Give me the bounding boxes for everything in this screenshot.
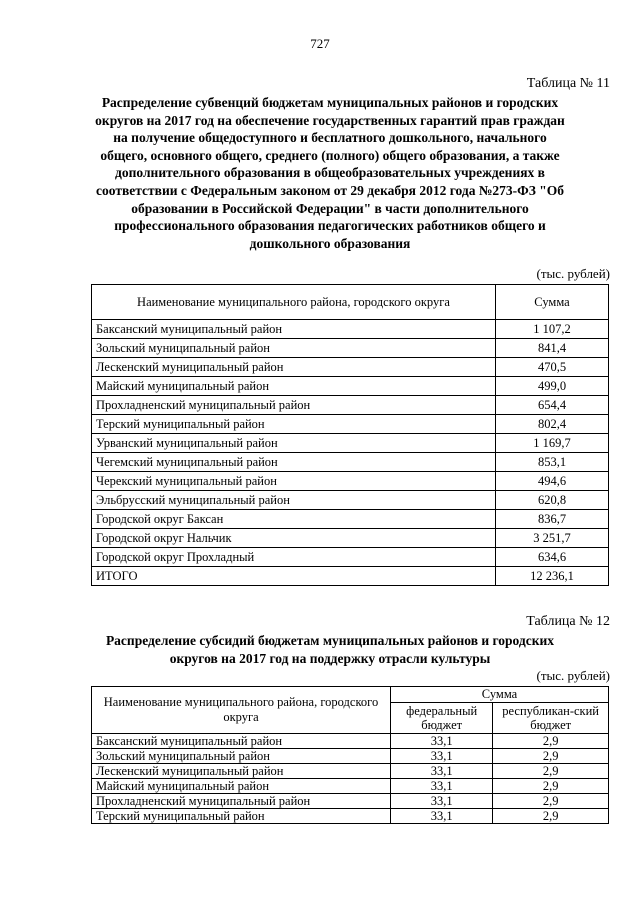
row-name: Зольский муниципальный район xyxy=(92,339,496,358)
row-federal-value: 33,1 xyxy=(391,809,493,824)
row-federal-value: 33,1 xyxy=(391,764,493,779)
table-11-header-sum: Сумма xyxy=(496,285,609,320)
row-value: 634,6 xyxy=(496,548,609,567)
row-name: Эльбрусский муниципальный район xyxy=(92,491,496,510)
table-12-caption: Таблица № 12 xyxy=(526,614,610,629)
row-name: Лескенский муниципальный район xyxy=(92,764,391,779)
row-value: 470,5 xyxy=(496,358,609,377)
table-row xyxy=(92,809,609,824)
row-value: 494,6 xyxy=(496,472,609,491)
table-11-units: (тыс. рублей) xyxy=(536,266,610,281)
row-republic-value: 2,9 xyxy=(493,794,609,809)
row-value: 802,4 xyxy=(496,415,609,434)
table-12-title: Распределение субсидий бюджетам муниципальных районов и городских округов на 2017 год на поддержку отрасли культуры xyxy=(105,633,555,666)
table-row xyxy=(92,339,609,358)
row-value: 853,1 xyxy=(496,453,609,472)
row-name: Черекский муниципальный район xyxy=(92,472,496,491)
row-value: 836,7 xyxy=(496,510,609,529)
row-value: 841,4 xyxy=(496,339,609,358)
table-row xyxy=(92,779,609,794)
table-11-body xyxy=(92,320,609,586)
table-row xyxy=(92,529,609,548)
row-name: Майский муниципальный район xyxy=(92,779,391,794)
table-row xyxy=(92,377,609,396)
table-row xyxy=(92,764,609,779)
row-federal-value: 33,1 xyxy=(391,734,493,749)
row-name: Урванский муниципальный район xyxy=(92,434,496,453)
row-name: Майский муниципальный район xyxy=(92,377,496,396)
row-republic-value: 2,9 xyxy=(493,749,609,764)
table-12-header-sum: Сумма xyxy=(391,687,609,703)
row-name: Чегемский муниципальный район xyxy=(92,453,496,472)
row-name: Городской округ Нальчик xyxy=(92,529,496,548)
row-name: Баксанский муниципальный район xyxy=(92,734,391,749)
row-name: ИТОГО xyxy=(92,567,496,586)
row-republic-value: 2,9 xyxy=(493,734,609,749)
row-name: Лескенский муниципальный район xyxy=(92,358,496,377)
table-12-header-republic: республикан-ский бюджет xyxy=(493,703,609,734)
table-12 xyxy=(91,686,609,824)
row-republic-value: 2,9 xyxy=(493,779,609,794)
row-republic-value: 2,9 xyxy=(493,809,609,824)
table-row xyxy=(92,472,609,491)
row-value: 3 251,7 xyxy=(496,529,609,548)
table-12-header-name: Наименование муниципального района, городского округа xyxy=(92,687,391,734)
table-row xyxy=(92,415,609,434)
table-11-caption: Таблица № 11 xyxy=(526,76,610,91)
table-row xyxy=(92,320,609,339)
table-row xyxy=(92,358,609,377)
row-federal-value: 33,1 xyxy=(391,749,493,764)
row-name: Прохладненский муниципальный район xyxy=(92,794,391,809)
row-value: 654,4 xyxy=(496,396,609,415)
table-12-units: (тыс. рублей) xyxy=(536,668,610,683)
row-federal-value: 33,1 xyxy=(391,779,493,794)
table-row xyxy=(92,567,609,586)
table-row xyxy=(92,548,609,567)
table-row xyxy=(92,396,609,415)
table-12-body xyxy=(92,734,609,824)
table-row xyxy=(92,453,609,472)
row-value: 1 169,7 xyxy=(496,434,609,453)
table-row xyxy=(92,491,609,510)
row-federal-value: 33,1 xyxy=(391,794,493,809)
table-row xyxy=(92,434,609,453)
table-12-header-federal: федеральный бюджет xyxy=(391,703,493,734)
row-value: 12 236,1 xyxy=(496,567,609,586)
row-name: Прохладненский муниципальный район xyxy=(92,396,496,415)
row-republic-value: 2,9 xyxy=(493,764,609,779)
row-name: Зольский муниципальный район xyxy=(92,749,391,764)
row-value: 1 107,2 xyxy=(496,320,609,339)
row-value: 620,8 xyxy=(496,491,609,510)
page-number: 727 xyxy=(310,36,330,51)
row-value: 499,0 xyxy=(496,377,609,396)
table-row xyxy=(92,510,609,529)
table-row xyxy=(92,749,609,764)
table-11-title: Распределение субвенций бюджетам муниципальных районов и городских округов на 2017 год на обеспечение государственных гарантий прав граждан на получение общедоступного и бесплатного дошкольного, начального общего, основного общего, среднего (полного) общего образования, а также дополнительного образования в общеобразовательных учреждениях в соответствии с Федеральным законом от 29 декабря 2012 года №273-ФЗ "Об образовании в Российской Федерации" в части дополнительного профессионального образования педагогических работников общего и дошкольного образования xyxy=(95,95,565,251)
table-row xyxy=(92,794,609,809)
row-name: Городской округ Прохладный xyxy=(92,548,496,567)
row-name: Городской округ Баксан xyxy=(92,510,496,529)
table-row xyxy=(92,734,609,749)
row-name: Терский муниципальный район xyxy=(92,415,496,434)
table-11 xyxy=(91,284,609,586)
table-11-header-name: Наименование муниципального района, городского округа xyxy=(92,285,496,320)
row-name: Баксанский муниципальный район xyxy=(92,320,496,339)
row-name: Терский муниципальный район xyxy=(92,809,391,824)
